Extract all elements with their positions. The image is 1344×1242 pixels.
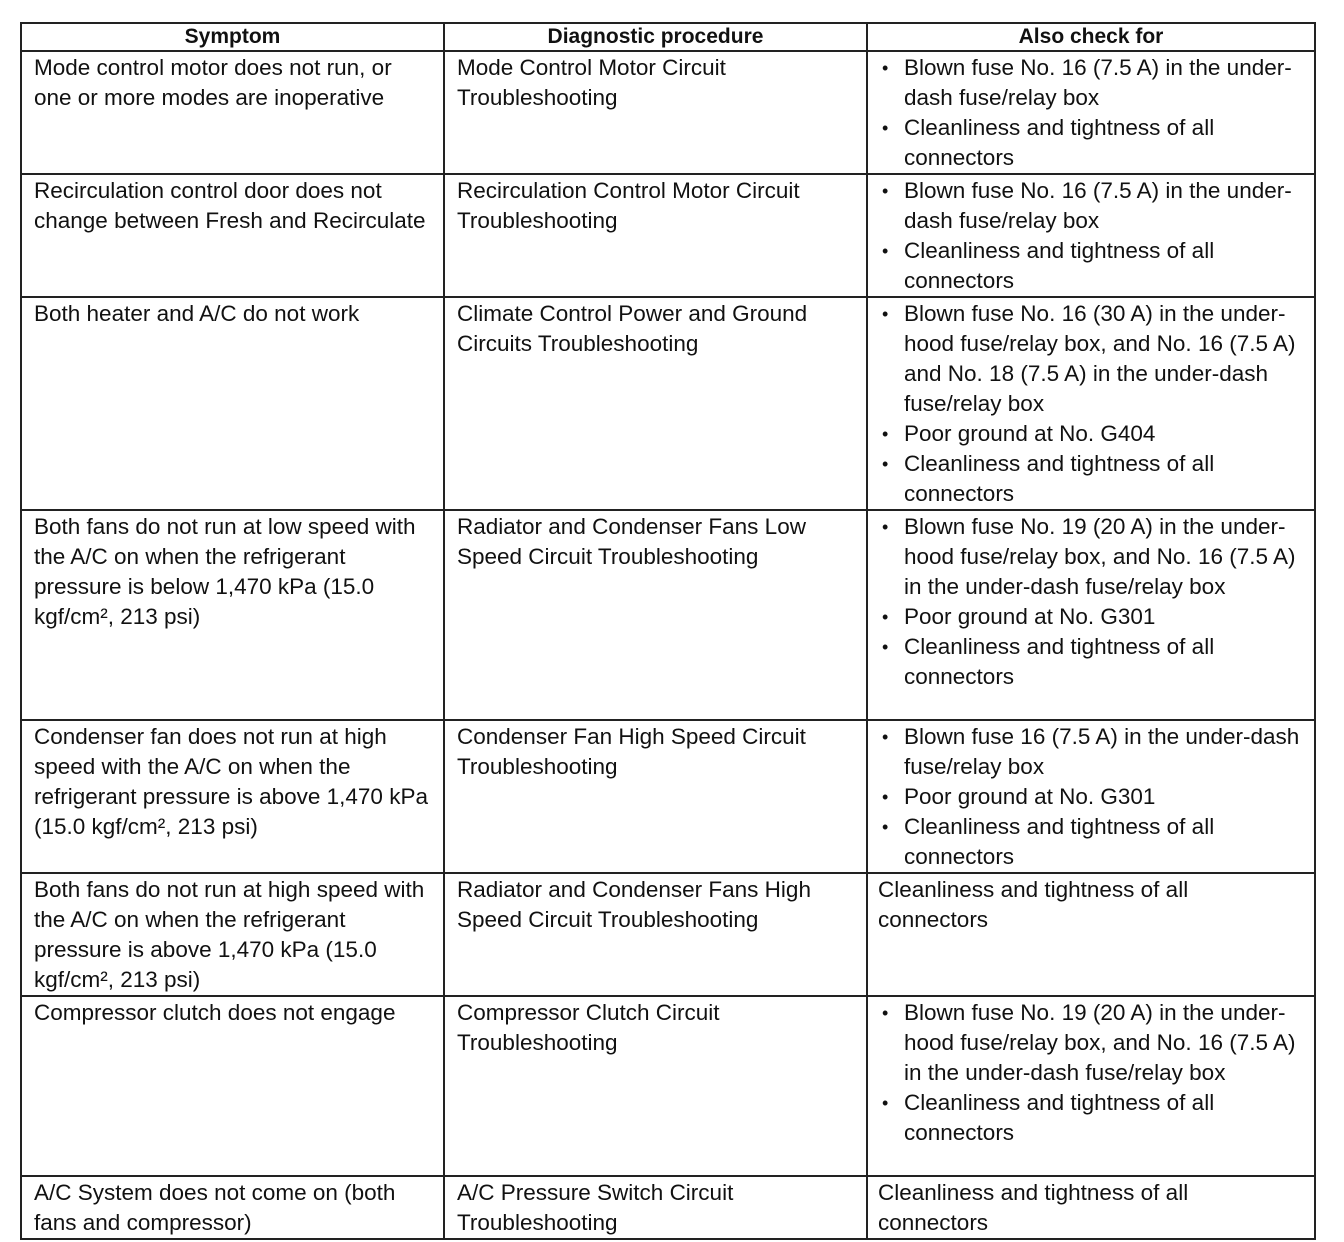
also-check-cell (867, 51, 1315, 174)
procedure-cell: A/C Pressure Switch Circuit Troubleshooting (444, 1176, 867, 1239)
table-row (21, 1176, 1315, 1239)
check-list (880, 722, 1304, 872)
also-check-cell: Cleanliness and tightness of all connectors (867, 1176, 1315, 1239)
procedure-cell: Radiator and Condenser Fans Low Speed Circuit Troubleshooting (444, 510, 867, 720)
symptom-cell: A/C System does not come on (both fans and compressor) (21, 1176, 444, 1239)
check-list (880, 512, 1304, 692)
also-check-cell (867, 720, 1315, 873)
table-row (21, 51, 1315, 174)
check-item: • Poor ground at No. G301 (880, 602, 1304, 632)
header-procedure: Diagnostic procedure (444, 23, 867, 51)
check-item: • Poor ground at No. G301 (880, 782, 1304, 812)
symptom-cell: Both fans do not run at high speed with the A/C on when the refrigerant pressure is above 1,470 kPa (15.0 kgf/cm², 213 psi) (21, 873, 444, 996)
table-row (21, 297, 1315, 510)
also-check-cell (867, 996, 1315, 1176)
check-item: • Blown fuse No. 19 (20 A) in the under-hood fuse/relay box, and No. 16 (7.5 A) in the under-dash fuse/relay box (880, 998, 1304, 1088)
header-symptom: Symptom (21, 23, 444, 51)
check-list (880, 299, 1304, 509)
check-item: • Blown fuse No. 16 (30 A) in the under-hood fuse/relay box, and No. 16 (7.5 A) and No. 18 (7.5 A) in the under-dash fuse/relay box (880, 299, 1304, 419)
procedure-cell: Condenser Fan High Speed Circuit Troubleshooting (444, 720, 867, 873)
symptom-cell: Both heater and A/C do not work (21, 297, 444, 510)
check-item: • Cleanliness and tightness of all connectors (880, 449, 1304, 509)
check-item: • Blown fuse No. 16 (7.5 A) in the under-dash fuse/relay box (880, 176, 1304, 236)
symptom-cell: Mode control motor does not run, or one or more modes are inoperative (21, 51, 444, 174)
check-item: • Poor ground at No. G404 (880, 419, 1304, 449)
check-item: • Cleanliness and tightness of all connectors (880, 1088, 1304, 1148)
table-row (21, 510, 1315, 720)
symptom-cell: Compressor clutch does not engage (21, 996, 444, 1176)
symptom-cell: Both fans do not run at low speed with the A/C on when the refrigerant pressure is below 1,470 kPa (15.0 kgf/cm², 213 psi) (21, 510, 444, 720)
table-row (21, 720, 1315, 873)
check-item: • Blown fuse No. 16 (7.5 A) in the under-dash fuse/relay box (880, 53, 1304, 113)
check-item: • Cleanliness and tightness of all connectors (880, 236, 1304, 296)
check-item: • Cleanliness and tightness of all connectors (880, 632, 1304, 692)
procedure-cell: Recirculation Control Motor Circuit Troubleshooting (444, 174, 867, 297)
check-list (880, 998, 1304, 1148)
also-check-cell: Cleanliness and tightness of all connectors (867, 873, 1315, 996)
procedure-cell: Compressor Clutch Circuit Troubleshooting (444, 996, 867, 1176)
table-row (21, 996, 1315, 1176)
procedure-cell: Climate Control Power and Ground Circuits Troubleshooting (444, 297, 867, 510)
table-row (21, 873, 1315, 996)
check-item: • Blown fuse 16 (7.5 A) in the under-dash fuse/relay box (880, 722, 1304, 782)
header-row (21, 23, 1315, 51)
symptom-cell: Condenser fan does not run at high speed with the A/C on when the refrigerant pressure is above 1,470 kPa (15.0 kgf/cm², 213 psi) (21, 720, 444, 873)
also-check-cell (867, 510, 1315, 720)
symptom-cell: Recirculation control door does not change between Fresh and Recirculate (21, 174, 444, 297)
also-check-cell (867, 174, 1315, 297)
check-list (880, 53, 1304, 173)
check-list (880, 176, 1304, 296)
procedure-cell: Mode Control Motor Circuit Troubleshooting (444, 51, 867, 174)
also-check-cell (867, 297, 1315, 510)
check-item: • Cleanliness and tightness of all connectors (880, 113, 1304, 173)
check-item: • Cleanliness and tightness of all connectors (880, 812, 1304, 872)
header-also-check: Also check for (867, 23, 1315, 51)
procedure-cell: Radiator and Condenser Fans High Speed Circuit Troubleshooting (444, 873, 867, 996)
check-item: • Blown fuse No. 19 (20 A) in the under-hood fuse/relay box, and No. 16 (7.5 A) in the under-dash fuse/relay box (880, 512, 1304, 602)
table-row (21, 174, 1315, 297)
troubleshooting-table (20, 22, 1316, 1240)
